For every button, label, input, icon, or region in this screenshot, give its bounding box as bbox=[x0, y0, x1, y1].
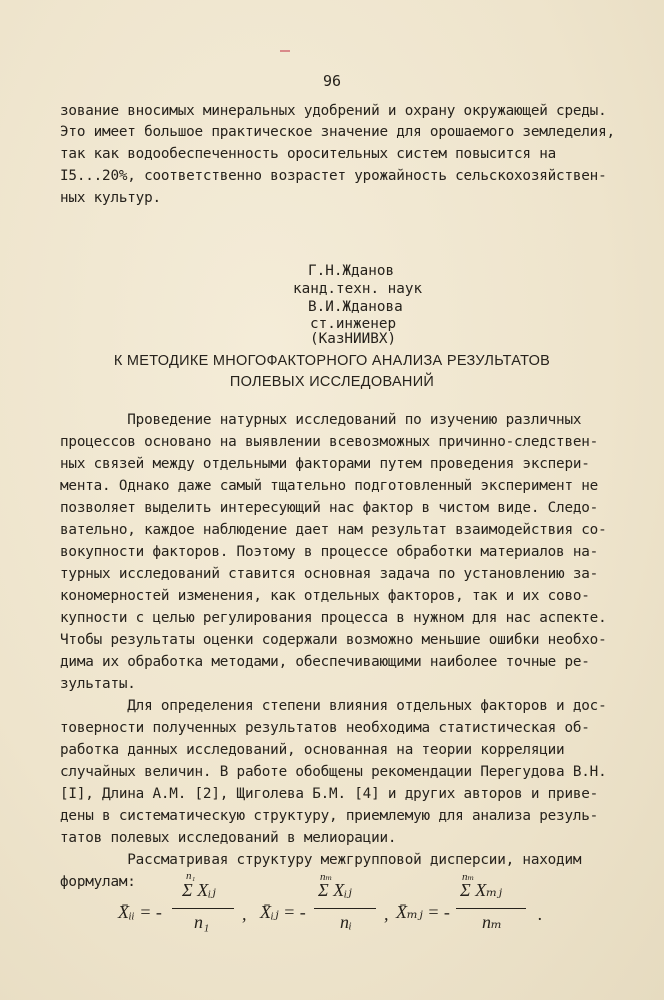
text-line: дима их обработка методами, обеспечивающими наиболее точные ре- bbox=[60, 654, 590, 670]
text-line: [I], Длина А.М. [2], Щиголева Б.М. [4] и других авторов и приве- bbox=[60, 786, 599, 802]
text-line: работка данных исследований, основанная на теории корреляции bbox=[60, 742, 565, 758]
text-line: Для определения степени влияния отдельных факторов и дос- bbox=[60, 698, 607, 714]
author-2-name: В.И.Жданова bbox=[308, 299, 403, 315]
text-line: зультаты. bbox=[60, 676, 136, 692]
text-line: Проведение натурных исследований по изучению различных bbox=[60, 412, 582, 428]
text-line: ных культур. bbox=[60, 190, 161, 206]
text-line: случайных величин. В работе обобщены рекомендации Перегудова В.Н. bbox=[60, 764, 607, 780]
text-line: позволяет выделить интересующий нас фактор в чистом виде. Следо- bbox=[60, 500, 599, 516]
text-line: мента. Однако даже самый тщательно подготовленный эксперимент не bbox=[60, 478, 599, 494]
fraction-bar bbox=[456, 908, 526, 909]
text-line: дены в систематическую структуру, приемлемую для анализа резуль- bbox=[60, 808, 599, 824]
formula bbox=[110, 870, 570, 940]
text-line: кономерностей изменения, как отдельных факторов, так и их сово- bbox=[60, 588, 590, 604]
text-line: процессов основано на выявлении всевозможных причинно-следствен- bbox=[60, 434, 599, 450]
text-line: вокупности факторов. Поэтому в процессе обработки материалов на- bbox=[60, 544, 599, 560]
formula-lead: формулам: bbox=[60, 874, 136, 890]
text-line: турных исследований ставится основная задача по установлению за- bbox=[60, 566, 599, 582]
fraction-bar bbox=[314, 908, 376, 909]
institute: (КазНИИВХ) bbox=[310, 331, 397, 347]
text-line: Это имеет большое практическое значение для орошаемого земледелия, bbox=[60, 124, 615, 140]
author-2-position: ст.инженер bbox=[310, 316, 397, 332]
formula-2-numerator: Σ Xᵢⱼ bbox=[318, 880, 352, 900]
formula-1-numerator: Σ Xᵢⱼ bbox=[182, 880, 216, 900]
separator: , bbox=[384, 904, 389, 924]
text-line: I5...20%, соответственно возрастет урожайность сельскохозяйствен- bbox=[60, 168, 607, 184]
text-line: Рассматривая структуру межгрупповой дисперсии, находим bbox=[60, 852, 582, 868]
formula-2-lhs: X̄ᵢⱼ = - bbox=[260, 902, 306, 922]
formula-1-upper-limit: n₁ bbox=[186, 870, 196, 882]
text-line: купности с целью регулирования процесса в нужном для нас аспекте. bbox=[60, 610, 607, 626]
formula-3-denominator: nₘ bbox=[482, 912, 503, 932]
formula-3-numerator: Σ Xₘⱼ bbox=[460, 880, 502, 900]
formula-2-upper-limit: nₘ bbox=[320, 871, 333, 883]
fraction-bar bbox=[172, 908, 234, 909]
page-number: 96 bbox=[322, 72, 342, 90]
text-line: зование вносимых минеральных удобрений и охрану окружающей среды. bbox=[60, 103, 607, 119]
text-line: товерности полученных результатов необходима статистическая об- bbox=[60, 720, 590, 736]
formula-3-lhs: X̄ₘⱼ = - bbox=[396, 902, 450, 922]
period: . bbox=[538, 904, 543, 924]
text-line: Чтобы результаты оценки содержали возможно меньшие ошибки необхо- bbox=[60, 632, 607, 648]
text-line: ных связей между отдельными факторами путем проведения экспери- bbox=[60, 456, 590, 472]
text-line: вательно, каждое наблюдение дает нам результат взаимодействия со- bbox=[60, 522, 607, 538]
formula-3-upper-limit: nₘ bbox=[462, 871, 475, 883]
separator: , bbox=[242, 904, 247, 924]
text-line: так как водообеспеченность оросительных систем повысится на bbox=[60, 146, 557, 162]
red-mark bbox=[280, 50, 290, 52]
article-title-line-1: К МЕТОДИКЕ МНОГОФАКТОРНОГО АНАЛИЗА РЕЗУЛЬТАТОВ bbox=[113, 353, 551, 369]
formula-1-lhs: X̄ᵢᵢ = - bbox=[118, 902, 162, 922]
article-title-line-2: ПОЛЕВЫХ ИССЛЕДОВАНИЙ bbox=[229, 374, 435, 390]
author-1-degree: канд.техн. наук bbox=[293, 281, 423, 297]
text-line: татов полевых исследований в мелиорации. bbox=[60, 830, 397, 846]
formula-2-denominator: nᵢ bbox=[340, 912, 352, 932]
formula-1-denominator: n₁ bbox=[194, 912, 210, 932]
author-1-name: Г.Н.Жданов bbox=[308, 263, 395, 279]
